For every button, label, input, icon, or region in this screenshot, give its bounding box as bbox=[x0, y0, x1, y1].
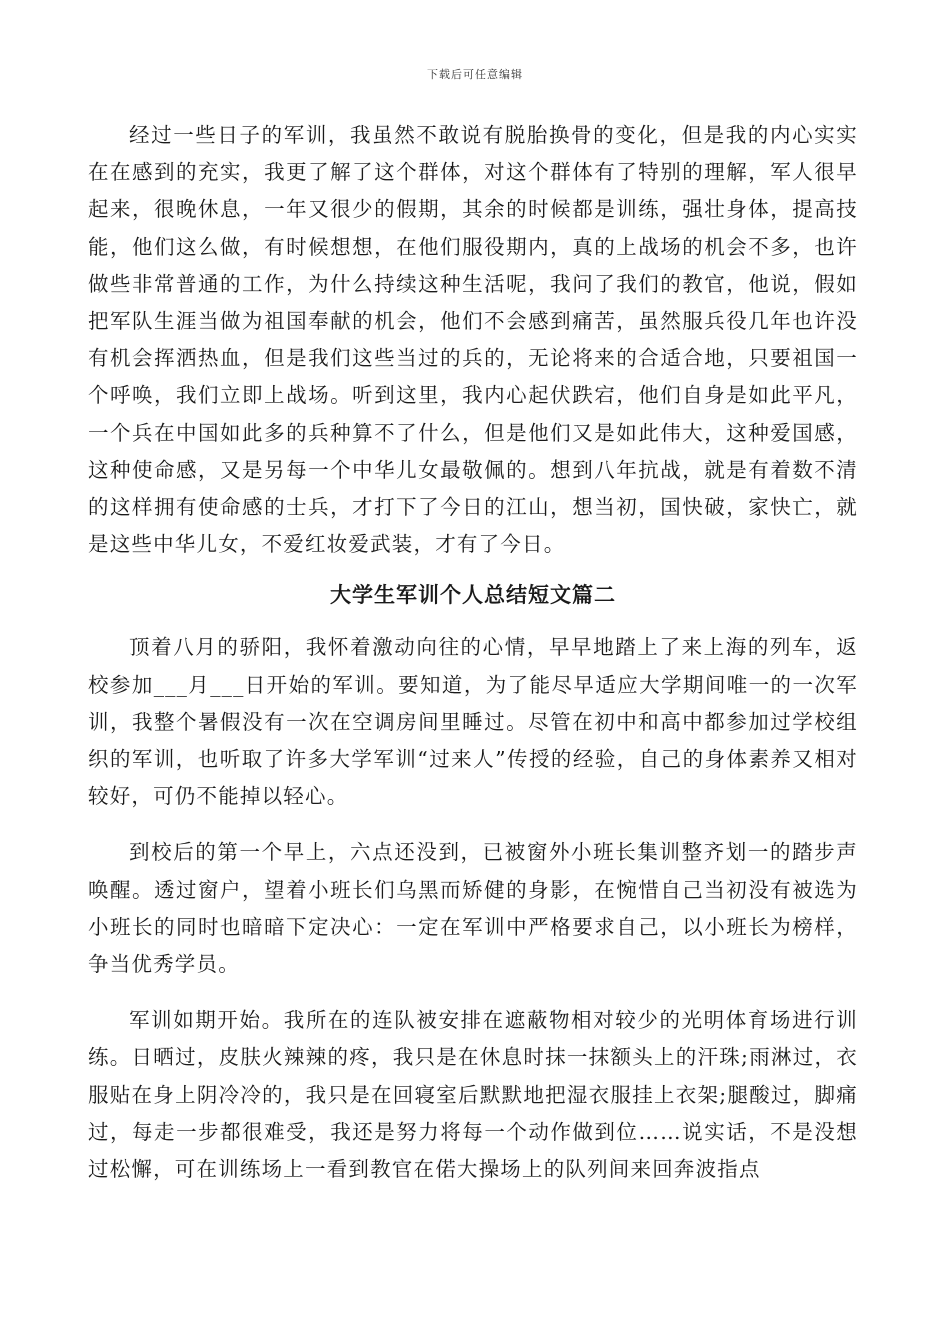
paragraph-2: 顶着八月的骄阳，我怀着激动向往的心情，早早地踏上了来上海的列车，返校参加___月___日开始的军训。要知道，为了能尽早适应大学期间唯一的一次军训，我整个暑假没有一次在空调房间里睡过。尽管在初中和高中都参加过学校组织的军训，也听取了许多大学军训“过来人”传授的经验，自己的身体素养又相对较好，可仍不能掉以轻心。 bbox=[88, 635, 858, 809]
section-title: 大学生军训个人总结短文篇二 bbox=[330, 582, 616, 608]
paragraph-3: 到校后的第一个早上，六点还没到，已被窗外小班长集训整齐划一的踏步声唤醒。透过窗户，望着小班长们乌黑而矫健的身影，在惋惜自己当初没有被选为小班长的同时也暗暗下定决心：一定在军训中严格要求自己，以小班长为榜样，争当优秀学员。 bbox=[88, 840, 858, 977]
page-header-note: 下载后可任意编辑 bbox=[427, 68, 523, 81]
document-body bbox=[88, 117, 858, 1188]
paragraph-1: 经过一些日子的军训，我虽然不敢说有脱胎换骨的变化，但是我的内心实实在在感到的充实，我更了解了这个群体，对这个群体有了特别的理解，军人很早起来，很晚休息，一年又很少的假期，其余的时候都是训练，强壮身体，提高技能，他们这么做，有时候想想，在他们服役期内，真的上战场的机会不多，也许做些非常普通的工作，为什么持续这种生活呢，我问了我们的教官，他说，假如把军队生涯当做为祖国奉献的机会，他们不会感到痛苦，虽然服兵役几年也许没有机会挥洒热血，但是我们这些当过的兵的，无论将来的合适合地，只要祖国一个呼唤，我们立即上战场。听到这里，我内心起伏跌宕，他们自身是如此平凡，一个兵在中国如此多的兵种算不了什么，但是他们又是如此伟大，这种爱国感，这种使命感，又是另每一个中华儿女最敬佩的。想到八年抗战，就是有着数不清的这样拥有使命感的士兵，才打下了今日的江山，想当初，国快破，家快亡，就是这些中华儿女，不爱红妆爱武装，才有了今日。 bbox=[88, 123, 858, 557]
paragraph-4: 军训如期开始。我所在的连队被安排在遮蔽物相对较少的光明体育场进行训练。日晒过，皮肤火辣辣的疼，我只是在休息时抹一抹额头上的汗珠;雨淋过，衣服贴在身上阴冷冷的，我只是在回寝室后默默地把湿衣服挂上衣架;腿酸过，脚痛过，每走一步都很难受，我还是努力将每一个动作做到位……说实话，不是没想过松懈，可在训练场上一看到教官在偌大操场上的队列间来回奔波指点 bbox=[88, 1008, 858, 1182]
